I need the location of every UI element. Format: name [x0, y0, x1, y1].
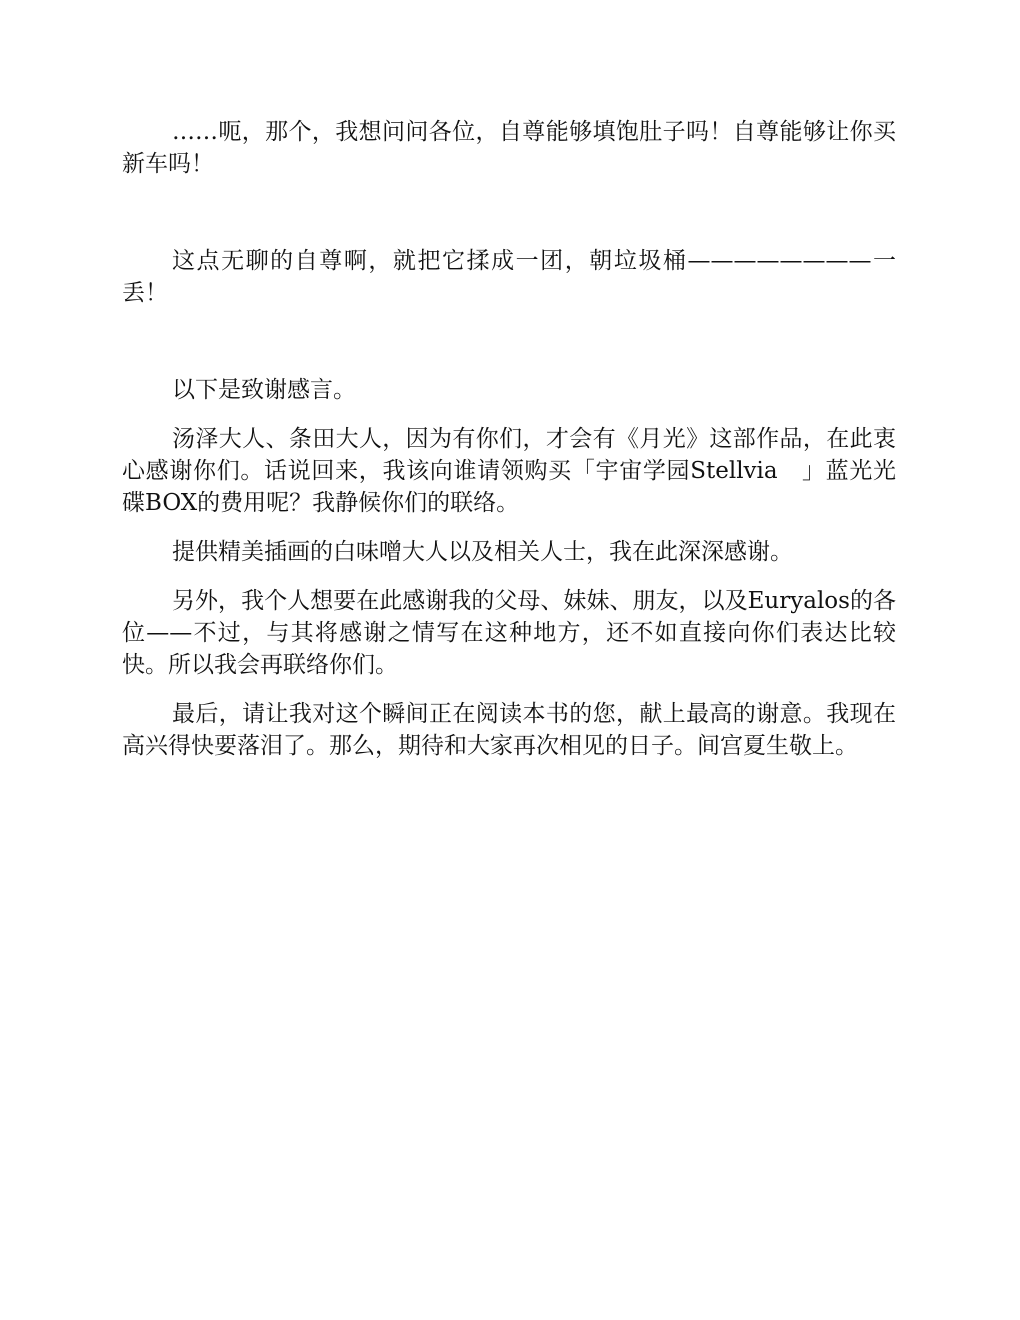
paragraph-acknowledgements-intro: 以下是致谢感言。	[172, 377, 356, 403]
paragraph-pride-question: ……呃，那个，我想问问各位，自尊能够填饱肚子吗！自尊能够让你买新车吗！	[122, 119, 896, 177]
paragraph-thanks-readers: 最后，请让我对这个瞬间正在阅读本书的您，献上最高的谢意。我现在高兴得快要落泪了。那么，期待和大家再次相见的日子。间宫夏生敬上。	[122, 701, 896, 759]
paragraph-thanks-family: 另外，我个人想要在此感谢我的父母、妹妹、朋友，以及Euryalos的各位——不过，与其将感谢之情写在这种地方，还不如直接向你们表达比较快。所以我会再联络你们。	[122, 588, 896, 678]
paragraph-thanks-authors: 汤泽大人、条田大人，因为有你们，才会有《月光》这部作品，在此衷心感谢你们。话说回来，我该向谁请领购买「宇宙学园Stellvia 」蓝光光碟BOX的费用呢？我静候你们的联络。	[122, 426, 896, 516]
paragraph-trash-can: 这点无聊的自尊啊，就把它揉成一团，朝垃圾桶————————一丢！	[122, 248, 896, 306]
paragraph-thanks-illustrator: 提供精美插画的白味噌大人以及相关人士，我在此深深感谢。	[172, 539, 793, 565]
document-page	[122, 116, 896, 762]
